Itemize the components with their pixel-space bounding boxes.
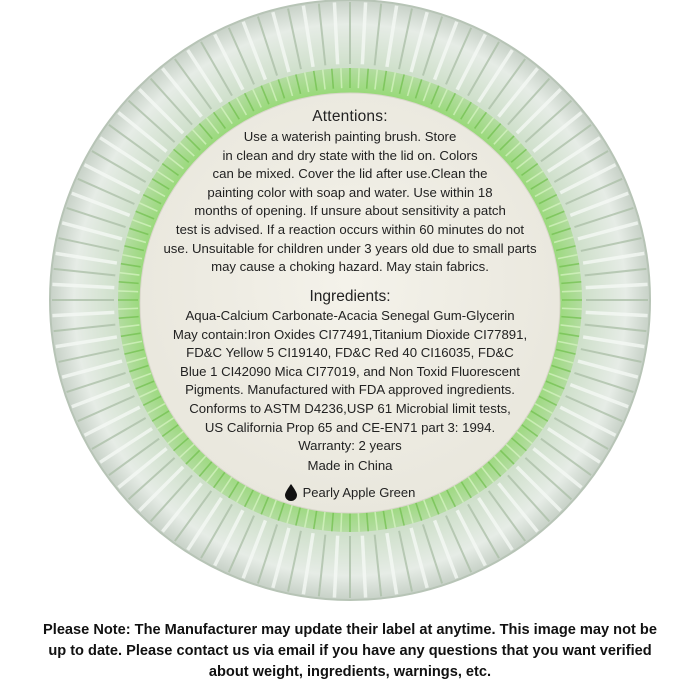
attentions-line: use. Unsuitable for children under 3 years old due to small parts — [163, 240, 537, 256]
attentions-title: Attentions: — [312, 108, 388, 125]
ingredients-line: Conforms to ASTM D4236,USP 61 Microbial limit tests, — [189, 400, 511, 416]
attentions-line: in clean and dry state with the lid on. Colors — [222, 147, 478, 163]
attentions-line: painting color with soap and water. Use within 18 — [207, 184, 493, 200]
inner-rib — [358, 512, 359, 532]
attentions-line: test is advised. If a reaction occurs within 60 minutes do not — [175, 221, 525, 237]
ingredients-line: Blue 1 CI42090 Mica CI77019, and Non Toxid Fluorescent — [180, 363, 520, 379]
inner-rib — [118, 291, 138, 292]
note-line: about weight, ingredients, warnings, etc. — [208, 664, 492, 680]
attentions-line: can be mixed. Cover the lid after use.Clean the — [212, 166, 488, 182]
attentions-line: Use a waterish painting brush. Store — [243, 129, 457, 144]
ingredients-text — [140, 307, 560, 437]
inner-rib — [358, 68, 359, 88]
ingredients-line: FD&C Yellow 5 CI19140, FD&C Red 40 CI16035, FD&C — [186, 345, 514, 361]
inner-rib — [562, 291, 582, 292]
ingredients-line: Pigments. Manufactured with FDA approved ingredients. — [185, 382, 515, 398]
note-line: Please Note: The Manufacturer may update their label at anytime. This image may not be — [43, 622, 657, 638]
attentions-line: months of opening. If unsure about sensitivity a patch — [194, 203, 506, 219]
warranty-text: Warranty: 2 years — [298, 438, 402, 453]
attentions-text — [140, 128, 560, 277]
color-name: Pearly Apple Green — [302, 485, 416, 500]
manufacturer-note — [18, 620, 682, 683]
inner-rib — [562, 308, 582, 309]
color-name-row — [200, 484, 500, 501]
drop-icon — [285, 484, 297, 501]
ingredients-line: Aqua-Calcium Carbonate-Acacia Senegal Gum-Glycerin — [185, 308, 515, 323]
ingredients-title: Ingredients: — [309, 288, 391, 305]
note-line: up to date. Please contact us via email if you have any questions that you want verified — [48, 643, 652, 659]
attentions-line: may cause a choking hazard. May stain fabrics. — [211, 259, 489, 275]
inner-rib — [341, 512, 342, 532]
inner-rib — [118, 308, 138, 309]
ingredients-line: May contain:Iron Oxides CI77491,Titanium Dioxide CI77891, — [172, 326, 528, 342]
made-in-text: Made in China — [307, 458, 393, 473]
inner-rib — [341, 68, 342, 88]
ingredients-line: US California Prop 65 and CE-EN71 part 3: 1994. — [204, 419, 496, 435]
